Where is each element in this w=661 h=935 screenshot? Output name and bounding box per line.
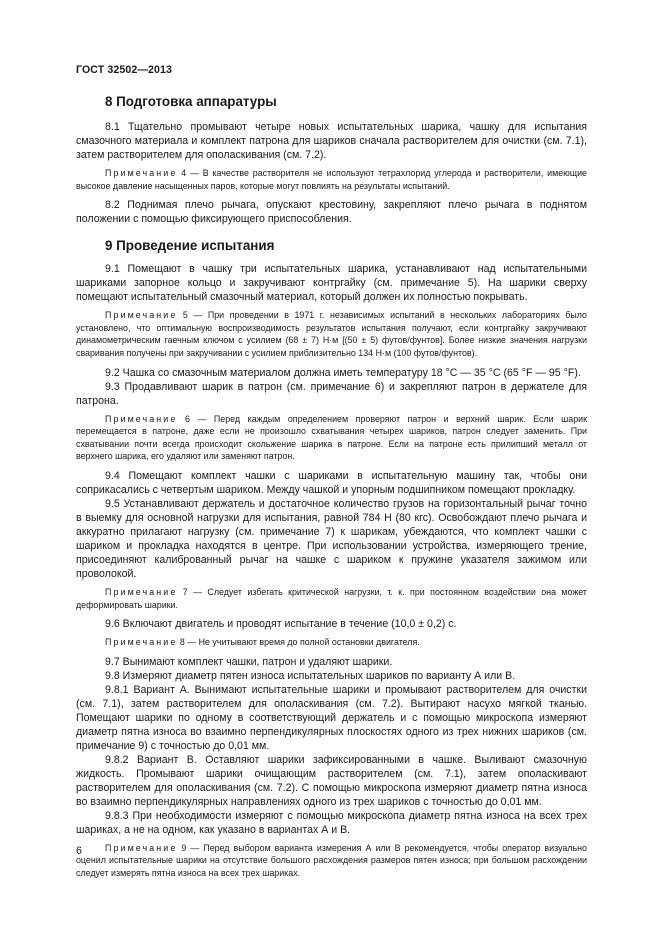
note-text: 5 — При проведении в 1971 г. независимых испытаний в нескольких лабораториях было установлено, что оптимальную воспроизводимость результатов испытания получают, если контргайку закручивают динамометрическим гаечным ключом с усилием (68 ± 7) Н·м [(50 ± 5) футов/фунтов]. Более низкие значения нагрузки сваривания получены при закручивании с усилием приблизительно 134 Н·м (100 футов/фунтов). [76, 310, 587, 358]
note-label: Примечание [105, 842, 178, 853]
note-5 [76, 309, 587, 359]
section-9-title: 9 Проведение испытания [105, 238, 275, 254]
section-8-title: 8 Подготовка аппаратуры [105, 94, 277, 109]
paragraph-9-6: 9.6 Включают двигатель и проводят испытание в течение (10,0 ± 0,2) с. [105, 618, 457, 631]
paragraph-9-3: 9.3 Продавливают шарик в патрон (см. примечание 6) и закрепляют патрон в держателе для патрона. [76, 380, 587, 407]
paragraph-9-8: 9.8 Измеряют диаметр пятен износа испытательных шариков по варианту А или В. [105, 669, 516, 682]
page-content [76, 88, 587, 886]
note-text: 6 — Перед каждым определением проверяют патрон и верхний шарик. Если шарик перемещается в патроне, даже если не произошло схватывания четырех шариков, патрон следует заменить. При схватывании почти всегда происходит скольжение шарика в патроне. Если на патроне есть прилипший металл от верхнего шарика, его удаляют или заменяют патрон. [76, 413, 587, 462]
paragraph-9-1: 9.1 Помещают в чашку три испытательных шарика, устанавливают над испытательными шариками запорное кольцо и закручивают контргайку (см. примечание 5). На шарики сверху помещают испытательный смазочный материал, который должен их полностью покрывать. [76, 263, 587, 304]
note-label: Примечание [105, 168, 178, 178]
note-4 [76, 167, 587, 192]
note-7 [76, 586, 587, 611]
paragraph-9-8-2: 9.8.2 Вариант В. Оставляют шарики зафиксированными в чашке. Выливают смазочную жидкость. Промывают шарики очищающим растворителем (см. 7.1), затем ополаскивают растворителем для ополаскивания (см. 7.2). С помощью микроскопа измеряют диаметр пятна износа во взаимно перпендикулярных направлениях одного из трех шариков с точностью до 0,01 мм. [76, 753, 587, 808]
paragraph-9-2: 9.2 Чашка со смазочным материалом должна иметь температуру 18 °С — 35 °С (65 °F — 95 °F). [105, 366, 581, 379]
paragraph-9-5: 9.5 Устанавливают держатель и достаточное количество грузов на горизонтальный рычаг точно в выемку для основной нагрузки для испытания, равной 784 Н (80 кгс). Освобождают плечо рычага и аккуратно прилагают нагрузку (см. примечание 7) к шарикам, убеждаются, что комплект чашки с шариком и прокладка находятся в центре. При использовании устройства, измеряющего трение, присоединяют калиброванный рычаг на чашке с шариком к пружине указателя зажимом или проволокой. [76, 497, 587, 580]
paragraph-8-2: 8.2 Поднимая плечо рычага, опускают крестовину, закрепляют плечо рычага в поднятом положении с помощью фиксирующего приспособления. [76, 199, 587, 226]
note-text: 8 — Не учитывают время до полной остановки двигателя. [177, 637, 420, 648]
paragraph-9-8-3: 9.8.3 При необходимости измеряют с помощью микроскопа диаметр пятна износа на всех трех шариках, а не на одном, как указано в вариантах А и В. [76, 809, 587, 836]
note-label: Примечание [105, 310, 178, 321]
paragraph-8-1: 8.1 Тщательно промывают четыре новых испытательных шарика, чашку для испытания смазочного материала и комплект патрона для шариков сначала растворителем для очистки (см. 7.1), затем растворителем для ополаскивания (см. 7.2). [76, 121, 587, 161]
note-text: 7 — Следует избегать критической нагрузки, т. к. при постоянном воздействии она может деформировать шарики. [76, 586, 587, 610]
note-label: Примечание [105, 413, 178, 424]
paragraph-9-4: 9.4 Помещают комплект чашки с шариками в испытательную машину так, чтобы они соприкасались с четвертым шариком. Между чашкой и упорным подшипником помещают прокладку. [76, 469, 587, 496]
paragraph-9-8-1: 9.8.1 Вариант А. Вынимают испытательные шарики и промывают растворителем для очистки (см. 7.1), затем растворителем для ополаскивания (см. 7.2). Вытирают насухо мягкой тканью. Помещают шарики по одному в соответствующий держатель и с помощью микроскопа измеряют диаметр пятна износа во взаимно перпендикулярных плоскостях одного из трех нижних шариков (см. примечание 9) с точностью до 0,01 мм. [76, 683, 587, 752]
note-8 [76, 636, 587, 649]
note-text: 9 — Перед выбором варианта измерения А или В рекомендуется, чтобы оператор визуально оценил испытательные шарики на отсутствие большого расхождения размеров пятен износа; при большом расхождении следует измерять пятна износа на всех трех шариках. [76, 842, 587, 878]
note-text: 4 — В качестве растворителя не используют тетрахлорид углерода и растворители, имеющие высокое давление насыщенных паров, которые могут повлиять на результаты испытаний. [76, 168, 587, 191]
page-number: 6 [76, 845, 82, 857]
standard-header: ГОСТ 32502—2013 [76, 64, 173, 76]
note-label: Примечание [105, 637, 178, 648]
note-label: Примечание [105, 586, 178, 597]
note-6 [76, 413, 587, 463]
paragraph-9-7: 9.7 Вынимают комплект чашки, патрон и удаляют шарики. [105, 655, 393, 668]
note-9 [76, 842, 587, 880]
